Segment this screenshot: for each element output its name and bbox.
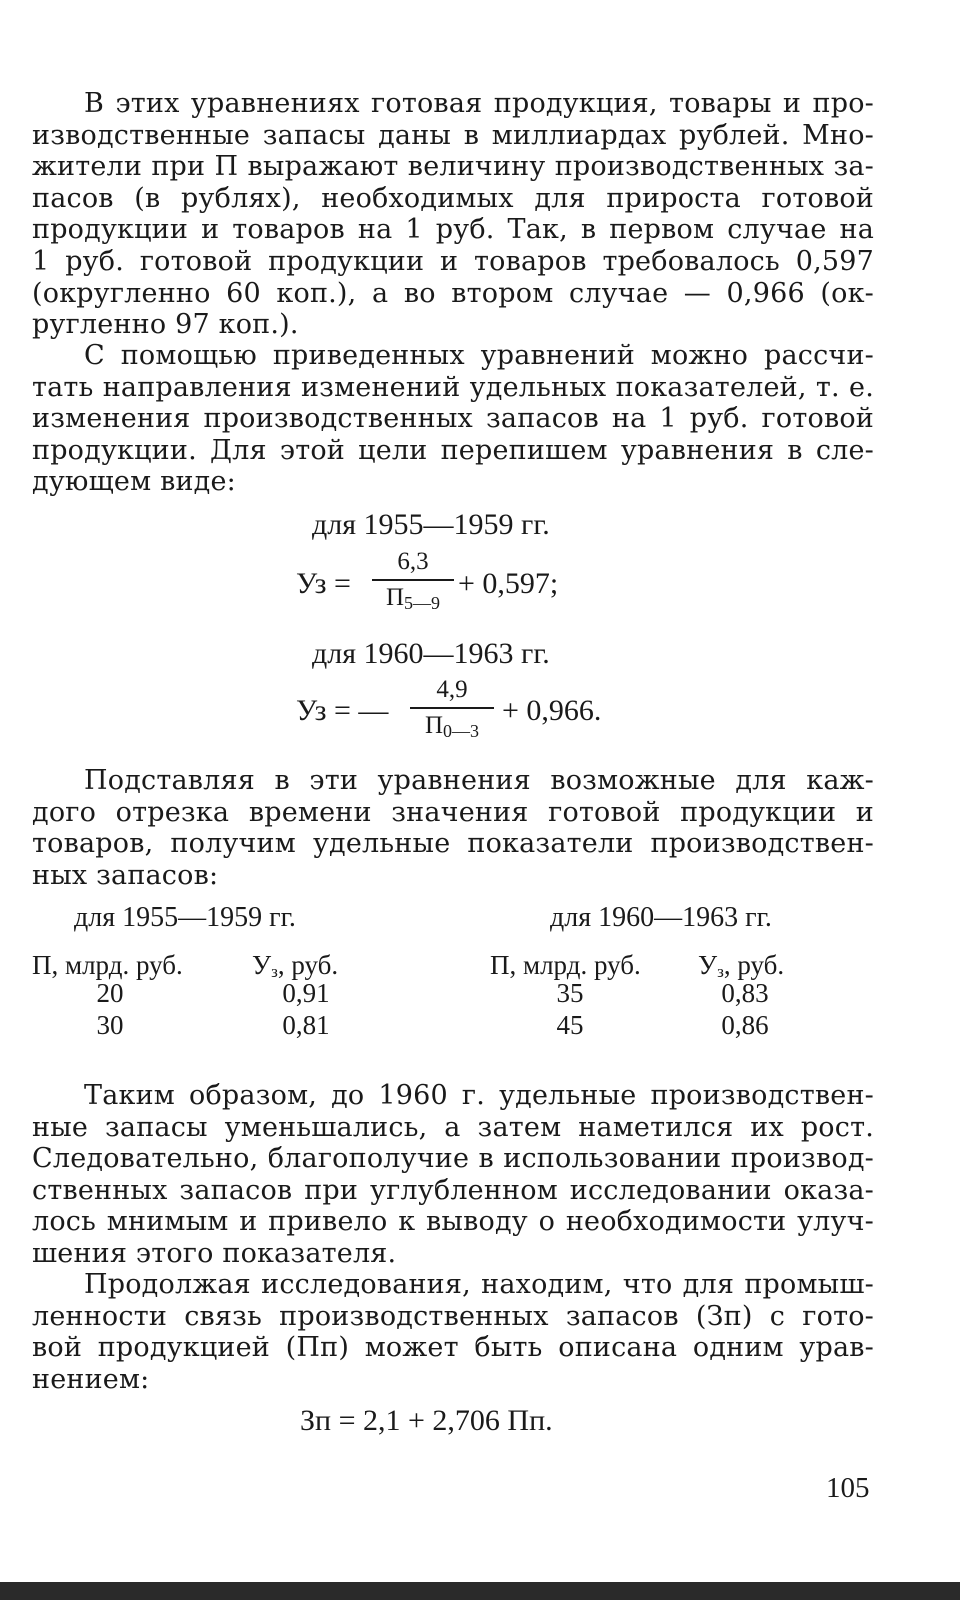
text-line: Подставляя в эти уравнения возможные для каж- bbox=[84, 765, 874, 796]
header-rest: , руб. bbox=[277, 950, 339, 980]
equation-2-lhs: Уз = — bbox=[296, 694, 389, 727]
paragraph-2 bbox=[32, 340, 874, 498]
header-subscript: з bbox=[271, 962, 278, 981]
text-line: Продолжая исследования, находим, что для промыш- bbox=[84, 1269, 874, 1300]
header-base: У bbox=[698, 950, 718, 980]
text-line: пасов (в рублях), необходимых для прироста готовой bbox=[32, 182, 874, 214]
text-line: ственных запасов при углубленном исследовании оказа- bbox=[32, 1174, 874, 1206]
table-left-period: для 1955—1959 гг. bbox=[74, 902, 296, 933]
equation-1-lhs: Уз = bbox=[296, 567, 351, 600]
table-row-cell: 35 bbox=[556, 978, 584, 1008]
equation-1-fraction bbox=[372, 548, 454, 618]
paragraph-4 bbox=[32, 1080, 874, 1270]
equation-2-period: для 1960—1963 гг. bbox=[312, 637, 550, 670]
text-line: товаров, получим удельные показатели производствен- bbox=[32, 828, 874, 860]
text-line: изменения производственных запасов на 1 руб. готовой bbox=[32, 403, 874, 435]
denominator-base: П bbox=[385, 584, 405, 611]
text-line: В этих уравнениях готовая продукция, товары и про- bbox=[84, 88, 874, 119]
denominator-subscript: 0—3 bbox=[443, 721, 480, 741]
table-right-col1-header: П, млрд. руб. bbox=[490, 950, 641, 980]
text-line: шения этого показателя. bbox=[32, 1237, 397, 1269]
text-line: С помощью приведенных уравнений можно рассчи- bbox=[84, 340, 874, 371]
text-line: тать направления изменений удельных показателей, т. е. bbox=[32, 371, 874, 403]
header-subscript: з bbox=[717, 962, 724, 981]
equation-1-numerator: 6,3 bbox=[397, 548, 429, 575]
equation-2-numerator: 4,9 bbox=[436, 676, 468, 703]
table-row-cell: 0,91 bbox=[282, 978, 330, 1008]
table-row-cell: 0,86 bbox=[721, 1010, 769, 1040]
equation-2-denominator bbox=[410, 709, 494, 746]
equation-2-rhs: + 0,966. bbox=[502, 694, 602, 727]
text-line: (округленно 60 коп.), а во втором случае — 0,966 (ок- bbox=[32, 277, 874, 309]
text-line: Следовательно, благополучие в использовании производ- bbox=[32, 1143, 874, 1175]
equation-3: Зп = 2,1 + 2,706 Пп. bbox=[300, 1404, 553, 1437]
equation-2-fraction bbox=[410, 676, 494, 746]
text-line: вой продукцией (Пп) может быть описана одним урав- bbox=[32, 1332, 874, 1364]
text-line: изводственные запасы даны в миллиардах рублей. Мно- bbox=[32, 119, 874, 151]
equation-1-rhs: + 0,597; bbox=[458, 567, 559, 600]
text-line: продукции и товаров на 1 руб. Так, в первом случае на bbox=[32, 214, 874, 246]
text-line: лось мнимым и привело к выводу о необходимости улуч- bbox=[32, 1206, 874, 1238]
header-rest: , руб. bbox=[723, 950, 785, 980]
header-base: У bbox=[252, 950, 272, 980]
table-left-col1-header: П, млрд. руб. bbox=[32, 950, 183, 980]
table-row-cell: 0,81 bbox=[282, 1010, 330, 1040]
text-line: 1 руб. готовой продукции и товаров требовалось 0,597 bbox=[32, 245, 874, 277]
text-line: жители при П выражают величину производственных за- bbox=[32, 151, 874, 183]
denominator-base: П bbox=[424, 712, 444, 739]
text-line: ленности связь производственных запасов (Зп) с гото- bbox=[32, 1300, 874, 1332]
table-right-period: для 1960—1963 гг. bbox=[550, 902, 772, 933]
text-line: нением: bbox=[32, 1363, 150, 1395]
table-row-cell: 45 bbox=[556, 1010, 584, 1040]
paragraph-3 bbox=[32, 765, 874, 891]
equation-1-period: для 1955—1959 гг. bbox=[312, 508, 550, 541]
text-line: ные запасы уменьшались, а затем наметился их рост. bbox=[32, 1111, 874, 1143]
text-line: ных запасов: bbox=[32, 859, 219, 891]
table-row-cell: 30 bbox=[96, 1010, 124, 1040]
text-line: дого отрезка времени значения готовой продукции и bbox=[32, 796, 874, 828]
denominator-subscript: 5—9 bbox=[404, 593, 441, 613]
equation-1-denominator bbox=[372, 581, 454, 618]
text-line: ругленно 97 коп.). bbox=[32, 309, 299, 341]
paragraph-5 bbox=[32, 1269, 874, 1395]
text-line: Таким образом, до 1960 г. удельные производствен- bbox=[84, 1080, 874, 1111]
text-line: дующем виде: bbox=[32, 466, 236, 498]
page-number: 105 bbox=[826, 1472, 870, 1504]
scan-bottom-edge bbox=[0, 1582, 960, 1600]
paragraph-1 bbox=[32, 88, 874, 341]
table-row-cell: 0,83 bbox=[721, 978, 769, 1008]
text-line: продукции. Для этой цели перепишем уравнения в сле- bbox=[32, 434, 874, 466]
table-row-cell: 20 bbox=[96, 978, 124, 1008]
